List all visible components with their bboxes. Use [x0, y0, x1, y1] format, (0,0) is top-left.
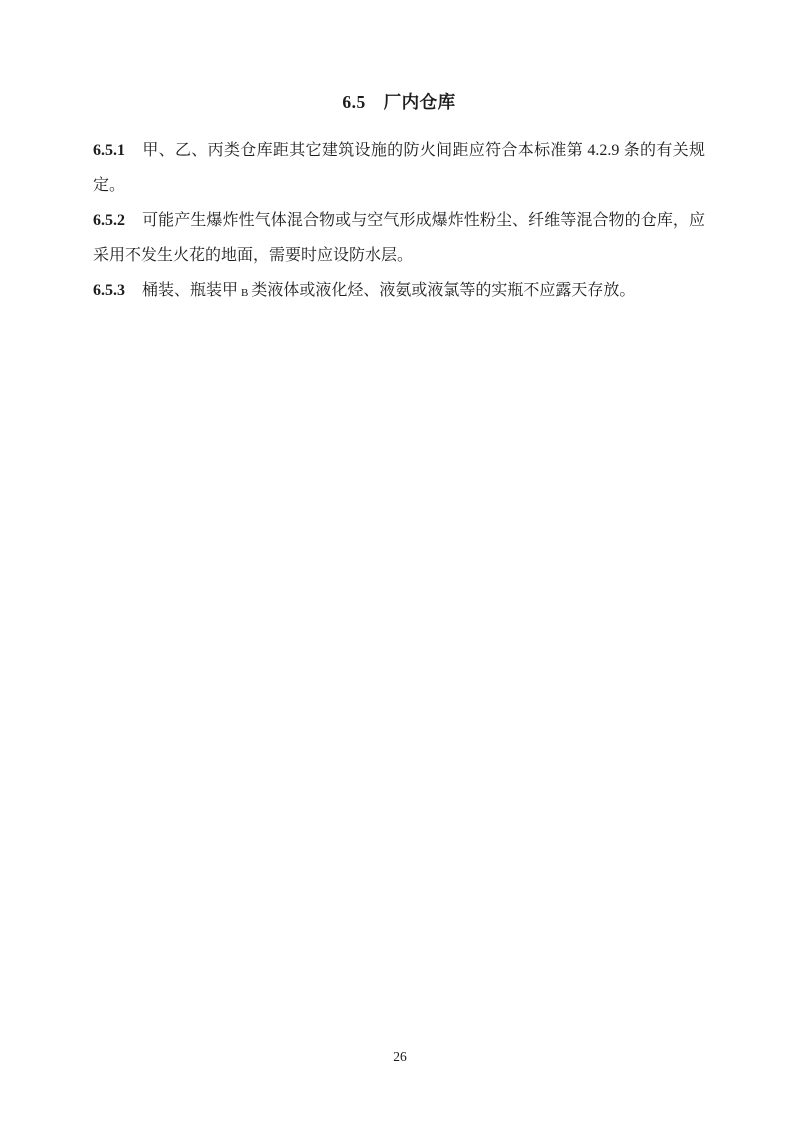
section-title: 6.5 厂内仓库 — [342, 92, 456, 112]
clause-text: 可能产生爆炸性气体混合物或与空气形成爆炸性粉尘、纤维等混合物的仓库，应采用不发生火花的地面，需要时应设防水层。 — [93, 211, 705, 264]
clause-text: 甲、乙、丙类仓库距其它建筑设施的防火间距应符合本标准第 4.2.9 条的有关规定。 — [93, 141, 705, 194]
page-content — [93, 90, 705, 311]
clause-text-suffix: 类液体或液化烃、液氨或液氯等的实瓶不应露天存放。 — [251, 281, 636, 299]
clause-subscript: B — [241, 286, 249, 299]
clause-6-5-1 — [93, 133, 705, 203]
clause-number: 6.5.1 — [93, 141, 125, 159]
clause-number: 6.5.3 — [93, 281, 125, 299]
clause-6-5-3 — [93, 273, 705, 311]
clause-number: 6.5.2 — [93, 211, 125, 229]
clause-6-5-2 — [93, 203, 705, 273]
clause-text-prefix: 桶装、瓶装甲 — [142, 281, 239, 299]
page-number: 26 — [393, 1049, 407, 1064]
